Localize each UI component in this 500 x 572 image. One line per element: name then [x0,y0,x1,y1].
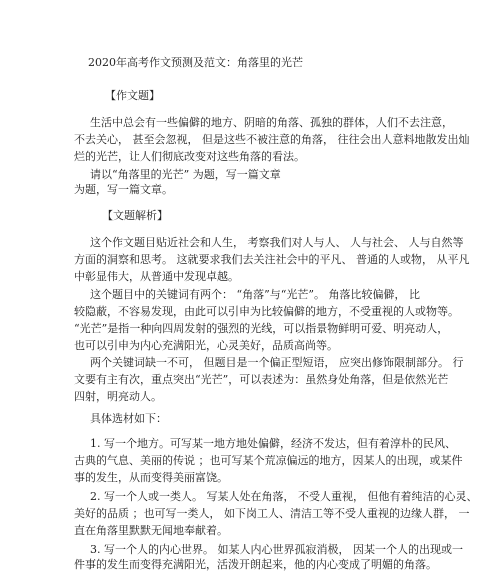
analysis-p2-line-2: 较隐蔽，不容易发现，由此可以引申为比较偏僻的地方，不受重视的人或物等。 [74,305,459,318]
topic-line-1: 生活中总会有一些偏僻的地方、阴暗的角落、孤独的群体，人们不去注意， [90,116,453,129]
topic-line-2: 不去关心， 甚至会忽视， 但是这些不被注意的角落， 往往会出人意料地散发出灿 [74,133,470,146]
item2-line-3: 直在角落里默默无闻地奉献着。 [74,524,228,537]
prompt-line-1: 请以“角落里的光芒” 为题，写一篇文章 [90,168,281,181]
analysis-p1-line-2: 方面的洞察和思考。 这就要求我们去关注社会中的平凡、 普通的人或物， 从平凡 [74,253,470,266]
section-heading-analysis: 【文题解析】 [102,209,168,222]
analysis-p2-line-4: 也可以引申为内心充满阳光，心灵美好，品质高尚等。 [74,339,338,352]
item3-line-1: 3. 写一个人的内心世界。 如某人内心世界孤寂消极， 因某一个人的出现或一 [90,543,463,556]
analysis-p3-line-3: 四射，明亮动人。 [74,390,162,403]
analysis-p2-line-3: “光芒”是指一种向四周发射的强烈的光线，可以指景物鲜明可爱、明亮动人， [74,322,449,335]
document-title: 2020年高考作文预测及范文：角落里的光芒 [88,56,303,69]
item1-line-1: 1. 写一个地方。可写某一地方地处偏僻，经济不发达，但有着淳朴的民风、 [90,437,456,450]
item1-line-2: 古典的气息、美丽的传说 ；也可写某个荒凉偏远的地方，因某人的出现，或某件 [74,454,463,467]
item3-line-2: 件事的发生而变得充满阳光，活泼开朗起来，他的内心变成了明媚的角落。 [74,558,437,571]
item2-line-1: 2. 写一个人或一类人。 写某人处在角落， 不受人重视， 但他有着纯洁的心灵、 [90,490,478,503]
analysis-p3-line-2: 文要有主有次，重点突出“光芒”，可以表述为：虽然身处角落，但是依然光芒 [74,373,449,386]
prompt-line-2: 为题，写一篇文章。 [74,183,173,196]
analysis-p2-line-1: 这个题目中的关键词有两个： “角落”与“光芒”。 角落比较偏僻， 比 [90,288,420,301]
item1-line-3: 事的发生，从而变得美丽富饶。 [74,471,228,484]
analysis-p1-line-1: 这个作文题目贴近社会和人生， 考察我们对人与人、 人与社会、 人与自然等 [90,236,464,249]
item2-line-2: 美好的品质 ；也可写一类人， 如下岗工人、清洁工等不受人重视的边缘人群， 一 [74,507,470,520]
topic-line-3: 烂的光芒，让人们彻底改变对这些角落的看法。 [74,150,305,163]
material-heading: 具体选材如下： [90,412,167,425]
section-heading-topic: 【作文题】 [105,89,160,102]
analysis-p3-line-1: 两个关键词缺一不可， 但题目是一个偏正型短语， 应突出修饰限制部分。 行 [90,356,464,369]
analysis-p1-line-3: 中彰显伟大，从普通中发现卓越。 [74,270,239,283]
